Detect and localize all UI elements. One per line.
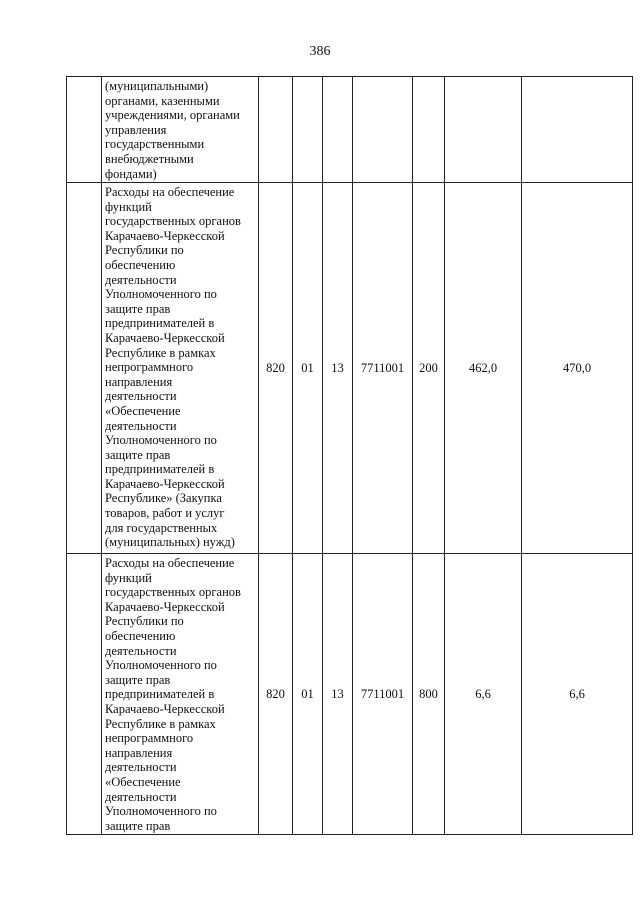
table-row [67,554,633,835]
index-cell [67,554,102,835]
section-code-cell [293,77,323,183]
index-cell [67,77,102,183]
ministry-code-cell: 820 [259,183,293,554]
budget-table [66,76,633,835]
ministry-code-cell: 820 [259,554,293,835]
target-article-cell: 7711001 [353,554,413,835]
section-code-cell: 01 [293,554,323,835]
description-cell: Расходы на обеспечение функций государственных органов Карачаево-Черкесской Республики по обеспечению деятельности Уполномоченного по защите прав предпринимателей в Карачаево-Черкесской Республике в рамках непрограммного направления деятельности «Обеспечение деятельности Уполномоченного по защите прав [102,554,259,835]
amount-2-cell: 470,0 [522,183,633,554]
target-article-cell [353,77,413,183]
expense-type-cell: 800 [413,554,445,835]
subsection-code-cell: 13 [323,554,353,835]
description-cell: (муниципальными) органами, казенными учреждениями, органами управления государственными внебюджетными фондами) [102,77,259,183]
expense-type-cell: 200 [413,183,445,554]
table-row [67,77,633,183]
description-cell: Расходы на обеспечение функций государственных органов Карачаево-Черкесской Республики по обеспечению деятельности Уполномоченного по защите прав предпринимателей в Карачаево-Черкесской Республике в рамках непрограммного направления деятельности «Обеспечение деятельности Уполномоченного по защите прав предпринимателей в Карачаево-Черкесской Республике» (Закупка товаров, работ и услуг для государственных (муниципальных) нужд) [102,183,259,554]
table-row [67,183,633,554]
amount-1-cell: 6,6 [445,554,522,835]
amount-1-cell [445,77,522,183]
amount-1-cell: 462,0 [445,183,522,554]
ministry-code-cell [259,77,293,183]
section-code-cell: 01 [293,183,323,554]
target-article-cell: 7711001 [353,183,413,554]
amount-2-cell [522,77,633,183]
expense-type-cell [413,77,445,183]
amount-2-cell: 6,6 [522,554,633,835]
page-number: 386 [309,44,331,59]
subsection-code-cell: 13 [323,183,353,554]
subsection-code-cell [323,77,353,183]
index-cell [67,183,102,554]
